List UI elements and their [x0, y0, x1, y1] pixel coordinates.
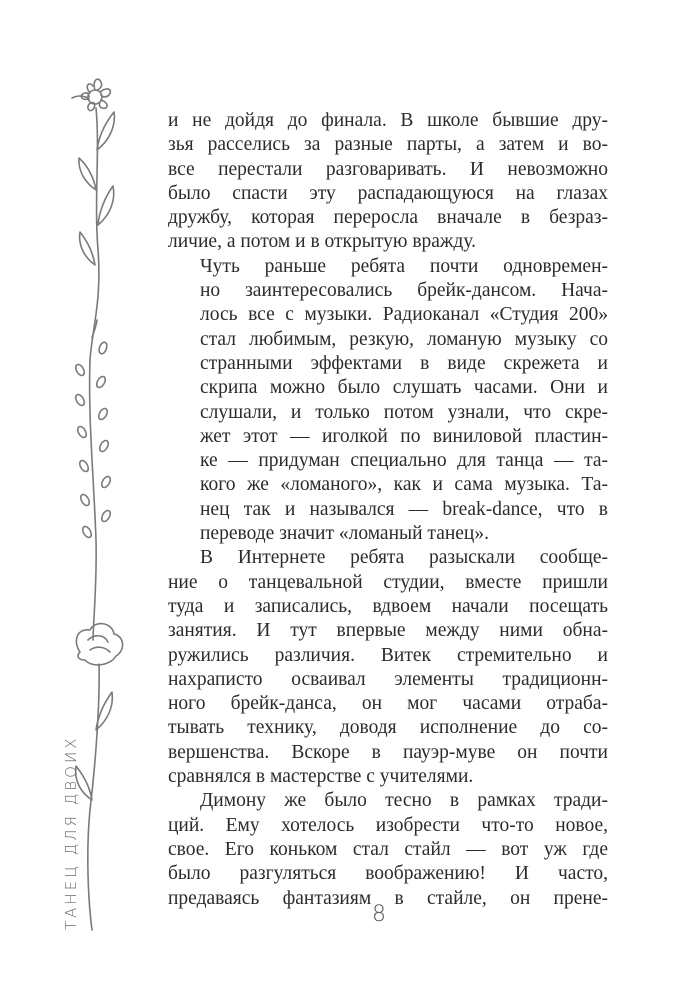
text-line: но заинтересовались брейк-дансом. Нача- [200, 280, 608, 302]
text-line: Димону же было тесно в рамках тради- [200, 790, 608, 812]
text-line: скрипа можно было слушать часами. Они и [200, 377, 608, 399]
text-line: зья расселись за разные парты, а затем и во- [168, 134, 608, 156]
text-line: тывать технику, доводя исполнение до со- [168, 717, 608, 739]
text-line: сравнялся в мастерстве с учителями. [168, 766, 474, 788]
text-line: и не дойдя до финала. В школе бывшие дру- [168, 110, 608, 131]
text-line: странными эффектами в виде скрежета и [200, 352, 608, 374]
body-text [168, 109, 608, 911]
text-line: кого же «ломаного», как и сама музыка. Та- [200, 474, 608, 496]
text-line: занятия. И тут впервые между ними обна- [168, 620, 608, 642]
poppy-flower-icon [76, 624, 123, 930]
text-line: было разгуляться воображению! И часто, [168, 863, 608, 885]
text-line: все перестали разговаривать. И невозможно [168, 158, 608, 180]
text-line: предаваясь фантазиям в стайле, он прене- [168, 887, 608, 909]
text-line: личие, а потом и в открытую вражду. [168, 231, 477, 253]
text-line: жет этот — иголкой по виниловой пластин- [200, 425, 608, 447]
text-line: нец так и назывался — break-dance, что в [200, 498, 608, 520]
vine-stem [90, 360, 97, 640]
text-line: В Интернете ребята разыскали сообще- [200, 547, 608, 569]
running-title: ТАНЕЦ ДЛЯ ДВОИХ [62, 735, 80, 930]
text-line: туда и записались, вдвоем начали посещать [168, 595, 608, 617]
text-line: слушали, и только потом узнали, что скре- [200, 401, 608, 423]
lavender-buds-icon [74, 320, 112, 539]
text-line: нахраписто осваивал элементы традиционн- [168, 668, 608, 690]
text-line: лось все с музыки. Радиоканал «Студия 200» [200, 304, 608, 326]
daisy-flower-icon [72, 79, 110, 110]
text-line: было спасти эту распадающуюся на глазах [168, 182, 608, 204]
text-line: переводе значит «ломаный танец». [200, 523, 489, 545]
text-line: дружбу, которая переросла вначале в безраз- [168, 207, 608, 229]
text-line: свое. Его коньком стал стайл — вот уж где [168, 838, 608, 860]
text-line: ций. Ему хотелось изобрести что-то новое, [168, 814, 608, 836]
text-line: вершенства. Вскоре в пауэр-муве он почти [168, 741, 608, 763]
vine-stem [88, 664, 99, 930]
text-line: ке — придуман специально для танца — та- [200, 450, 608, 472]
page-number: 8 [372, 902, 386, 927]
text-line: ного брейк-данса, он мог часами отраба- [168, 693, 608, 715]
text-line: стал любимым, резкую, ломаную музыку со [200, 328, 608, 350]
text-line: Чуть раньше ребята почти одновремен- [200, 255, 608, 277]
text-line: ние о танцевальной студии, вместе пришли [168, 571, 608, 593]
text-line: ружились различия. Витек стремительно и [168, 644, 608, 666]
